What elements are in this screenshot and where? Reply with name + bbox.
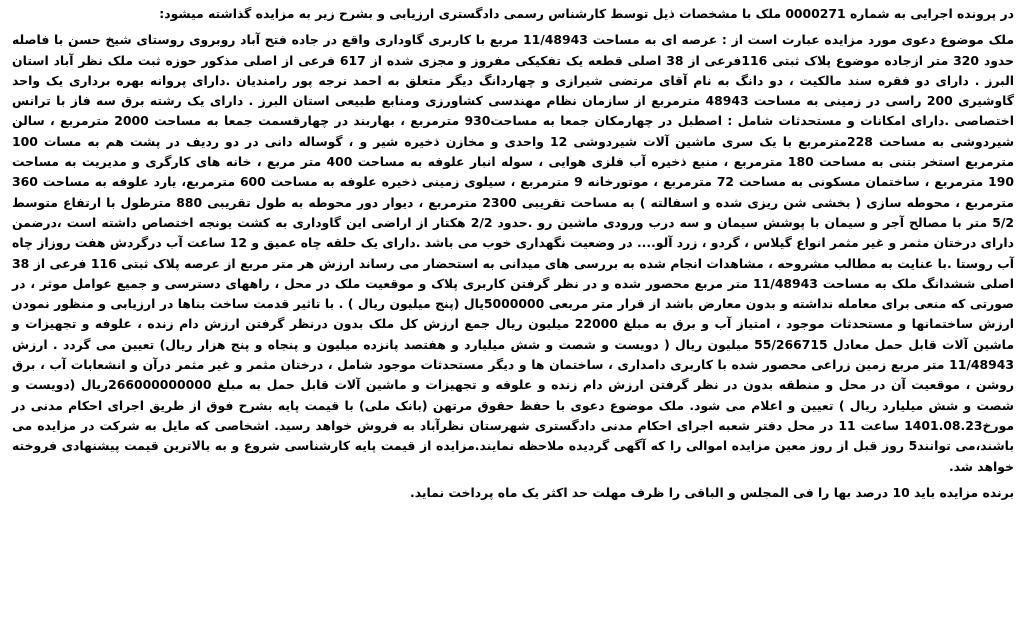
notice-body: ملک موضوع دعوی مورد مزایده عبارت است از : عرصه ای به مساحت 11/48943 مربع با کاربری گاوداری واقع در جاده فتح آباد روبروی روستای شیخ حسن با فاصله حدود 320 متر ازجاده موضوع پلاک ثبتی 116فرعی از 38 اصلی قطعه یک تفکیکی مفروز و مجزی شده از 617 فرعی از اصلی مذکور حوزه ثبت ملک نظر آباد استان البرز . دارای دو فقره سند مالکیت ، دو دانگ به نام آقای مرتضی شیرازی و چهاردانگ دیگر متعلق به احمد نرجه پور رامندیان .دارای پروانه بهره برداری یک واحد گاوشیری 200 راسی در زمینی به مساحت 48943 مترمربع از سازمان نظام مهندسی کشاورزی ومنابع طبیعی استان البرز . دارای یک رشته برق سه فاز با ترانس اختصاصی .دارای امکانات و مستحدثات شامل : اصطبل در چهارمکان جمعا به مساحت930 مترمربع ، بهاربند در چهارقسمت جمعا به مساحت 2000 مترمربع ، سالن شیردوشی به مساحت 228مترمربع با یک سری ماشین آلات شیردوشی 12 واحدی و مخازن ذخیره شیر و ، گوساله دانی در دو ردیف در پشت هم به مسات 100 مترمربع استخر بتنی به مساحت 180 مترمربع ، منبع ذخیره آب فلزی هوایی ، سوله انبار علوفه به مساحت 400 متر مربع ، خانه های کارگری و مدیریت به مساحت 190 مترمربع ، ساختمان مسکونی به مساحت 72 مترمربع ، موتورخانه 9 مترمربع ، سیلوی زمینی ذخیره علوفه به مساحت 600 مترمربع، یارد علوفه به مساحت 360 مترمربع ، محوطه سازی ( بخشی شن ریزی شده و اسفالته ) به مساحت تقریبی 2300 مترمربع ، دیوار دور محوطه به طول تقریبی 880 مترطول با ارتفاع متوسط 5/2 متر با مصالح آجر و سیمان با پوشش سیمان و سه درب ورودی ماشین رو .حدود 2/2 هکتار از اراضی این گاوداری به کشت یونجه اختصاص داشته است ،درضمن دارای درختان مثمر و غیر مثمر انواع گیلاس ، گردو ، زرد آلو.... در وضعیت نگهداری خوب می باشد .دارای یک حلقه چاه عمیق و 12 ساعت آب درگردش هفت روزاز چاه آب روستا .با عنایت به مطالب مشروحه ، مشاهدات انجام شده به بررسی های میدانی به استحضار می رساند ارزش هر متر مربع از عرصه پلاک ثبتی 116 فرعی از 38 اصلی ششدانگ ملک به مساحت 11/48943 متر مربع محصور شده و در نظر گرفتن کاربری پلاک و موقعیت ملک در محل ، راههای دسترسی و جمیع عوامل موثر ، در صورتی که منعی برای معامله نداشته و بدون معارض باشد از قرار متر مربعی 5000000یال (پنج میلیون ریال ) . با تاثیر قدمت ساخت بناها در ارزیابی و منظور نمودن ارزش ساختمانها و مستحدثات موجود ، امتیاز آب و برق به مبلغ 22000 میلیون ریال جمع ارزش کل ملک بدون درنظر گرفتن ارزش دام زنده ، علوفه و تجهیزات و ماشین آلات قابل حمل معادل 55/266715 میلیون ریال ( دویست و شصت و شش میلیارد و هفتصد پانزده میلیون و پنجاه و پنج هزار ریال) تعیین می گردد . ارزش 11/48943 متر مربع زمین زراعی محصور شده با کاربری دامداری ، ساختمان ها و دیگر مستحدثات موجود شامل ، درختان مثمر و غیر مثمر درآن و انشعابات آب ، برق روشن ، موقعیت آن در محل و منطقه بدون در نظر گرفتن ارزش دام زنده و علوفه و تجهیزات و ماشین آلات قابل حمل به مبلغ 266000000000ریال (دویست و شصت و شش میلیارد ریال ) تعیین و اعلام می شود. ملک موضوع دعوی با حفظ حقوق مرتهن (بانک ملی) با قیمت پایه بشرح فوق از طریق اجرای احکام مدنی در مورخ1401.08.23 ساعت 11 در محل دفتر شعبه اجرای احکام مدنی دادگستری شهرستان نظرآباد به فروش خواهد رسید. اشخاصی که مایل به شرکت در مزایده می باشند،می توانند5 روز قبل از روز معین مزایده اموالی را که آگهی گردیده ملاحظه نمایند.مزایده از قیمت پایه کارشناسی شروع و به بالاترین قیمت پیشنهادی فروخته خواهد شد. [12,32,1015,474]
notice-header: در پرونده اجرایی به شماره 0000271 ملک با مشخصات ذیل توسط کارشناس رسمی دادگستری ارزیابی و بشرح زیر به مزایده گذاشته میشود: [159,6,1014,21]
notice-footer: برنده مزایده باید 10 درصد بها را فی المجلس و الباقی را ظرف مهلت حد اکثر یک ماه پرداخت نماید. [410,484,1014,500]
